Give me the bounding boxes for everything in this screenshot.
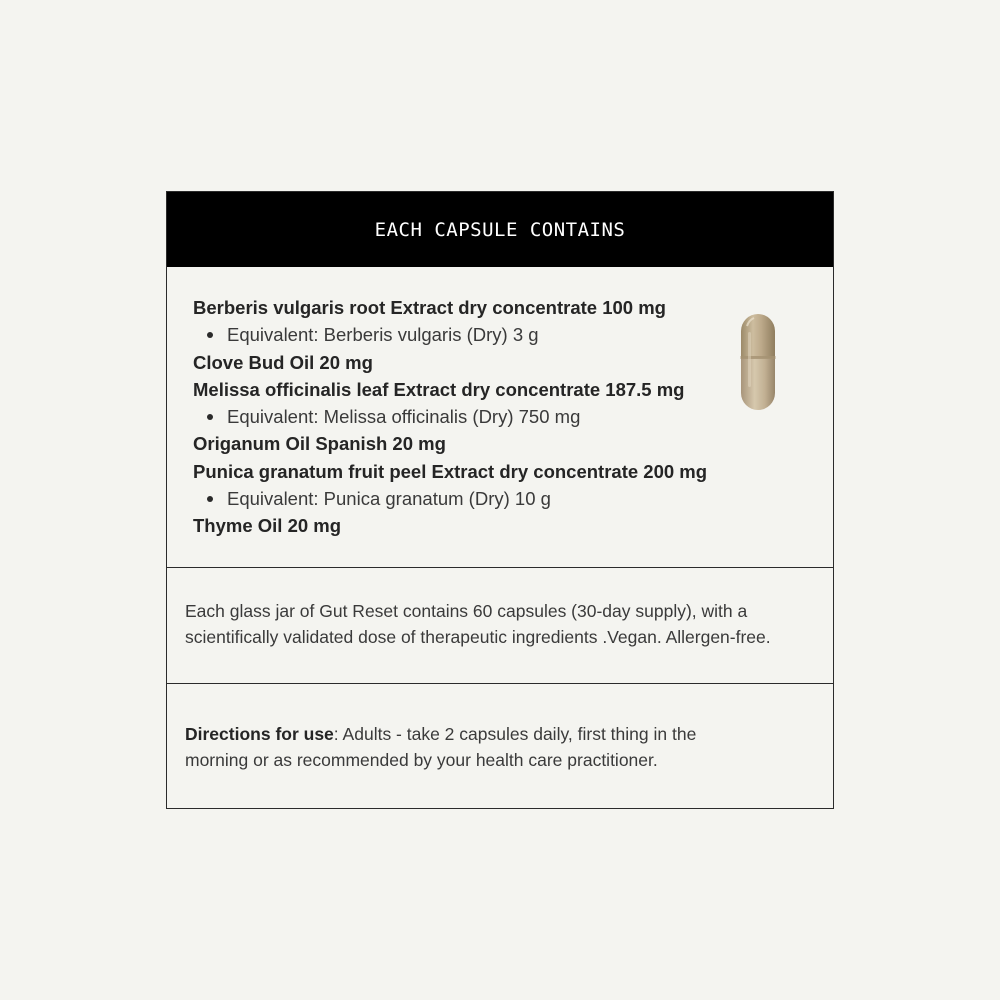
ingredient-equivalent — [193, 321, 833, 348]
product-info-line: scientifically validated dose of therapeutic ingredients .Vegan. Allergen-free. — [185, 627, 771, 647]
ingredient-item: Berberis vulgaris root Extract dry concentrate 100 mg — [193, 297, 666, 318]
product-info-line: Each glass jar of Gut Reset contains 60 capsules (30-day supply), with a — [185, 601, 748, 621]
bullet-icon — [207, 332, 213, 338]
directions-section — [167, 684, 833, 807]
ingredient-equivalent-text: Equivalent: Punica granatum (Dry) 10 g — [227, 488, 551, 510]
ingredient-equivalent-text: Equivalent: Berberis vulgaris (Dry) 3 g — [227, 324, 539, 346]
ingredient-equivalent-text: Equivalent: Melissa officinalis (Dry) 750 mg — [227, 406, 581, 428]
ingredient-item: Punica granatum fruit peel Extract dry concentrate 200 mg — [193, 460, 708, 482]
panel-title: EACH CAPSULE CONTAINS — [374, 218, 626, 241]
ingredient-equivalent — [193, 403, 833, 430]
ingredient-equivalent — [193, 485, 833, 512]
product-info-section — [167, 568, 833, 684]
supplement-facts-panel — [166, 191, 834, 809]
directions-line: morning or as recommended by your health care practitioner. — [185, 750, 658, 770]
ingredient-item: Thyme Oil 20 mg — [193, 515, 342, 537]
ingredient-item: Melissa officinalis leaf Extract dry concentrate 187.5 mg — [193, 378, 685, 400]
directions-label: Directions for use — [185, 724, 334, 744]
ingredients-section — [167, 267, 833, 568]
ingredient-item: Clove Bud Oil 20 mg — [193, 351, 373, 373]
bullet-icon — [207, 414, 213, 420]
bullet-icon — [207, 496, 213, 502]
directions-text: : Adults - take 2 capsules daily, first thing in the — [333, 724, 697, 744]
capsule-icon — [739, 312, 777, 417]
directions-line — [185, 721, 815, 747]
ingredient-item: Origanum Oil Spanish 20 mg — [193, 433, 446, 455]
panel-header — [167, 192, 833, 267]
